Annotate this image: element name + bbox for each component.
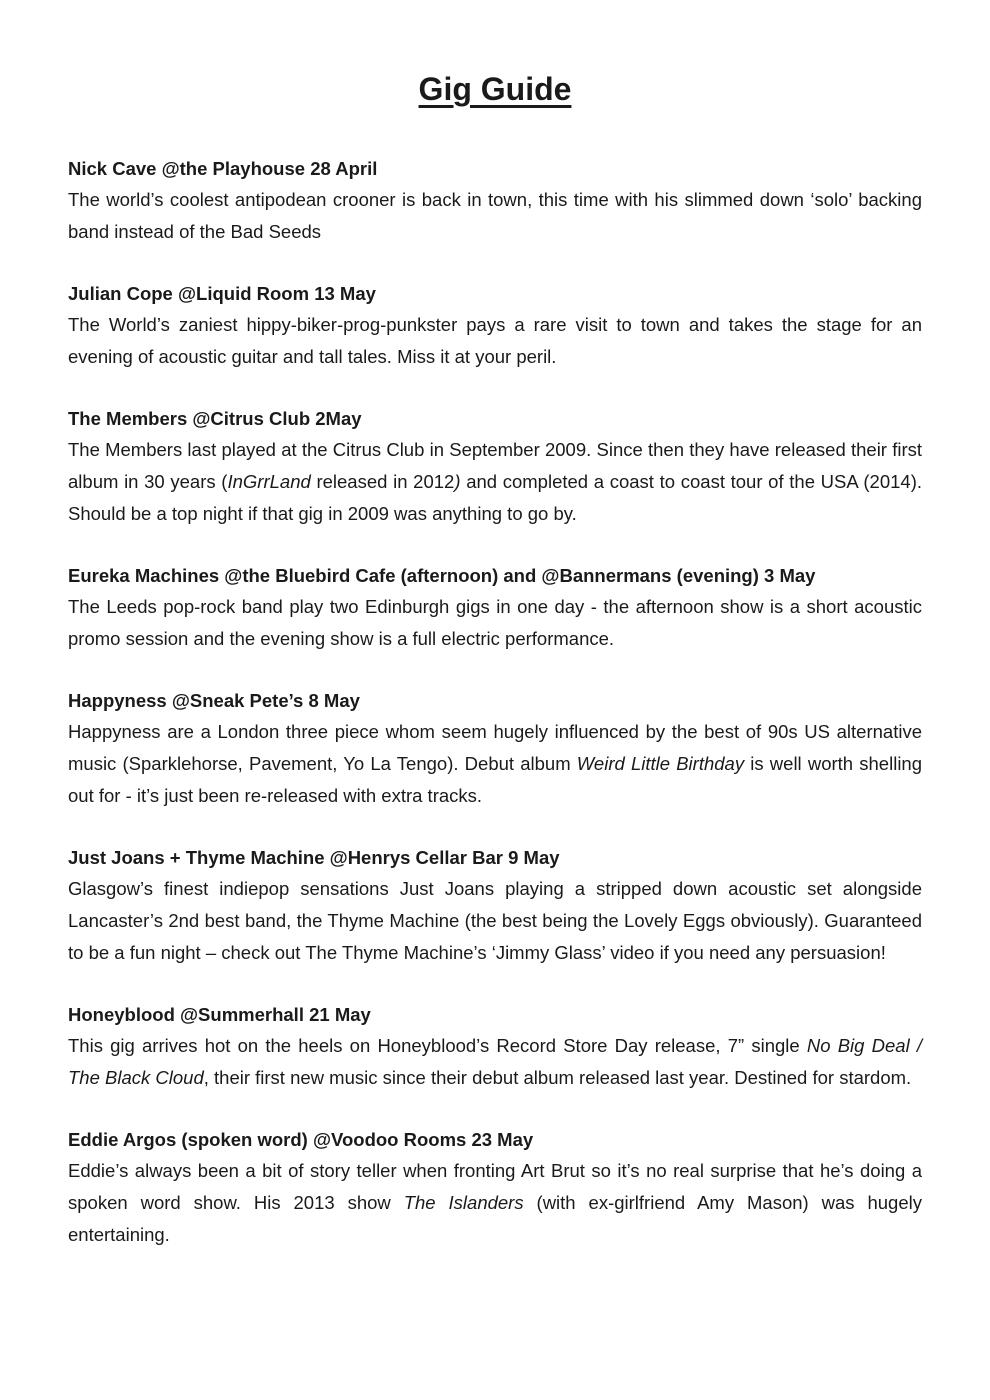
gig-description — [68, 1030, 922, 1094]
gig-entry — [68, 404, 922, 530]
text-segment: This gig arrives hot on the heels on Honeyblood’s Record Store Day release, 7” single — [68, 1035, 807, 1057]
gig-heading: Honeyblood @Summerhall 21 May — [68, 1004, 371, 1026]
gig-description — [68, 716, 922, 812]
gig-description — [68, 591, 922, 655]
gig-heading: Eddie Argos (spoken word) @Voodoo Rooms 23 May — [68, 1129, 534, 1151]
gig-heading: The Members @Citrus Club 2May — [68, 408, 362, 430]
gig-entry — [68, 843, 922, 969]
gig-entry — [68, 279, 922, 373]
gig-heading: Just Joans + Thyme Machine @Henrys Cellar Bar 9 May — [68, 847, 560, 869]
gig-heading: Julian Cope @Liquid Room 13 May — [68, 283, 376, 305]
gig-heading: Happyness @Sneak Pete’s 8 May — [68, 690, 360, 712]
text-segment: Happyness are a London three piece whom seem hugely influenced by the best of 90s US alternative music (Sparklehorse, Pavement, Yo La Tengo). Debut album — [68, 721, 922, 775]
gig-description — [68, 434, 922, 530]
text-segment: The World’s zaniest hippy-biker-prog-punkster pays a rare visit to town and takes the stage for an evening of acoustic guitar and tall tales. Miss it at your peril. — [68, 314, 922, 368]
italic-text-segment: The Islanders — [403, 1192, 524, 1214]
gig-entry — [68, 1000, 922, 1094]
gig-entry — [68, 561, 922, 655]
text-segment: released in 2012 — [310, 471, 455, 493]
text-segment: Eddie’s always been a bit of story teller when fronting Art Brut so it’s no real surprise that he’s doing a spoken word show. His 2013 show — [68, 1160, 922, 1214]
italic-text-segment: ) — [454, 471, 461, 493]
gig-description — [68, 309, 922, 373]
gig-entry — [68, 1125, 922, 1251]
gig-heading: Eureka Machines @the Bluebird Cafe (afternoon) and @Bannermans (evening) 3 May — [68, 565, 816, 587]
page-title: Gig Guide — [418, 71, 572, 107]
italic-text-segment: No Big Deal / The Black Cloud — [68, 1035, 923, 1089]
text-segment: The Members last played at the Citrus Club in September 2009. Since then they have released their first album in 30 years ( — [68, 439, 922, 493]
text-segment: (with ex-girlfriend Amy Mason) was hugely entertaining. — [68, 1192, 922, 1246]
text-segment: and completed a coast to coast tour of the USA (2014). Should be a top night if that gig in 2009 was anything to go by. — [68, 471, 922, 525]
gig-entry — [68, 686, 922, 812]
gig-heading: Nick Cave @the Playhouse 28 April — [68, 158, 378, 180]
text-segment: is well worth shelling out for - it’s just been re-released with extra tracks. — [68, 753, 923, 807]
gig-description — [68, 1155, 922, 1251]
gig-entry — [68, 154, 922, 248]
text-segment: The world’s coolest antipodean crooner is back in town, this time with his slimmed down ‘solo’ backing band instead of the Bad Seeds — [68, 189, 922, 243]
italic-text-segment: Weird Little Birthday — [576, 753, 745, 775]
text-segment: Glasgow’s finest indiepop sensations Just Joans playing a stripped down acoustic set alongside Lancaster’s 2nd best band, the Thyme Machine (the best being the Lovely Eggs obviously). Guaranteed to be a fun night – check out The Thyme Machine’s ‘Jimmy Glass’ video if you need any persuasion! — [68, 878, 922, 964]
italic-text-segment: InGrrLand — [227, 471, 311, 493]
gig-description — [68, 184, 922, 248]
gig-list — [68, 154, 922, 1251]
text-segment: , their first new music since their debut album released last year. Destined for stardom. — [203, 1067, 912, 1089]
text-segment: The Leeds pop-rock band play two Edinburgh gigs in one day - the afternoon show is a short acoustic promo session and the evening show is a full electric performance. — [68, 596, 922, 650]
gig-description — [68, 873, 922, 969]
